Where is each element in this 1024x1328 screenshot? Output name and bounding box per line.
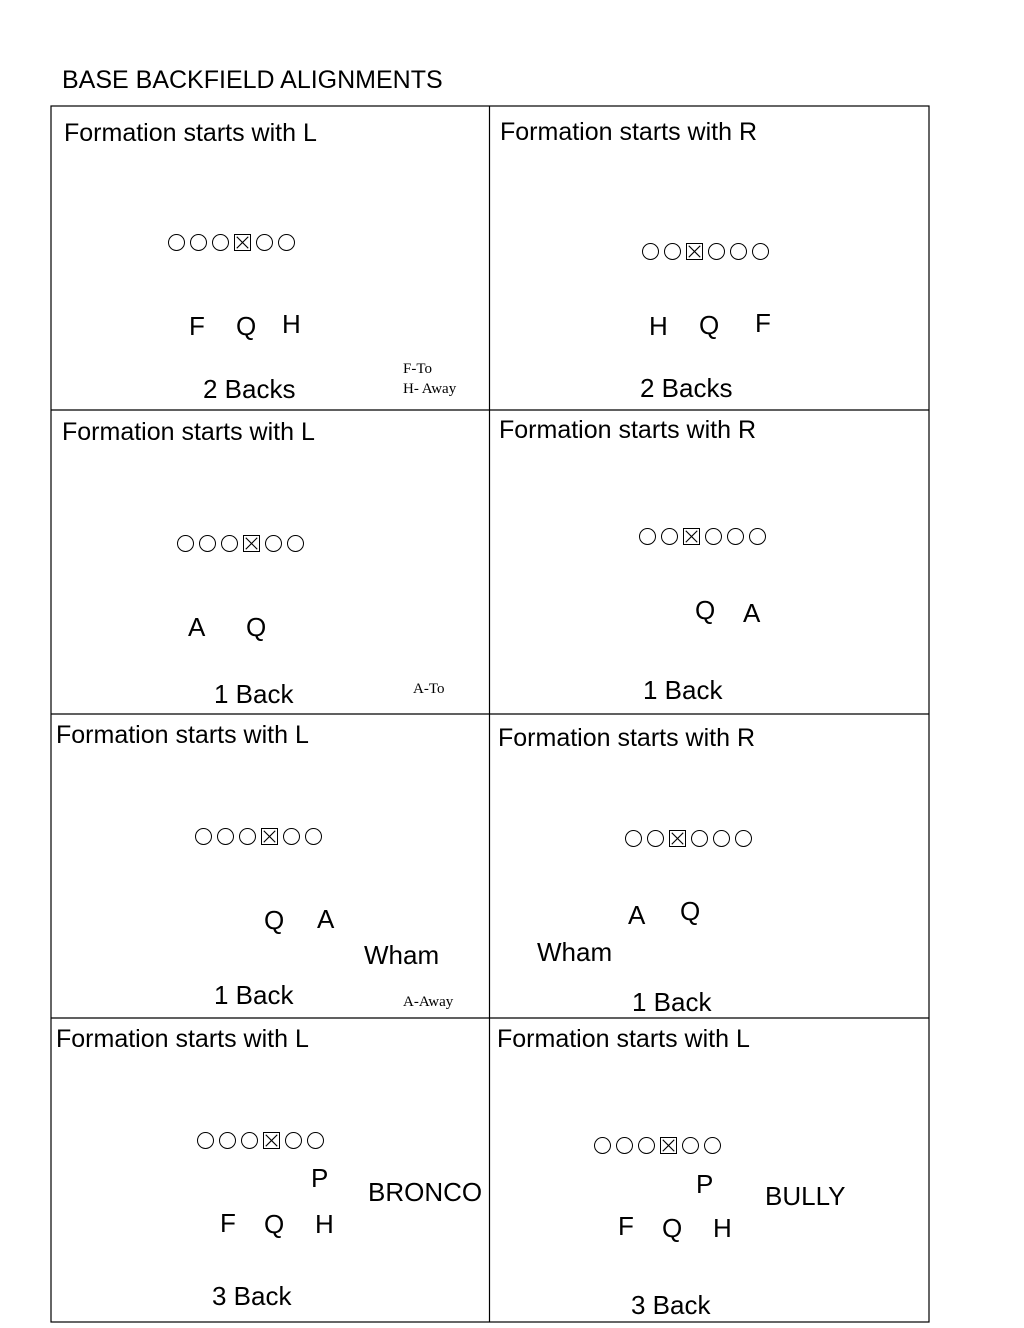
center-icon <box>686 243 703 260</box>
lineman-icon <box>616 1137 633 1154</box>
lineman-icon <box>239 828 256 845</box>
lineman-icon <box>256 234 273 251</box>
lineman-icon <box>708 243 725 260</box>
back-position: A <box>317 904 335 934</box>
lineman-icon <box>212 234 229 251</box>
lineman-icon <box>265 535 282 552</box>
lineman-icon <box>691 830 708 847</box>
back-position: F <box>755 308 771 338</box>
back-position: F <box>189 311 205 341</box>
center-icon <box>243 535 260 552</box>
panel-header: Formation starts with R <box>498 724 756 752</box>
lineman-icon <box>285 1132 302 1149</box>
lineman-icon <box>219 1132 236 1149</box>
center-icon <box>660 1137 677 1154</box>
lineman-icon <box>752 243 769 260</box>
lineman-icon <box>661 528 678 545</box>
lineman-icon <box>197 1132 214 1149</box>
lineman-icon <box>241 1132 258 1149</box>
lineman-icon <box>195 828 212 845</box>
back-count: 3 Back <box>631 1290 711 1320</box>
back-position: F <box>220 1208 236 1238</box>
center-icon <box>683 528 700 545</box>
back-count: 2 Backs <box>203 374 296 404</box>
lineman-icon <box>287 535 304 552</box>
lineman-icon <box>594 1137 611 1154</box>
back-position: Q <box>699 310 720 340</box>
center-icon <box>234 234 251 251</box>
back-position: A <box>188 612 206 642</box>
formation-label: BRONCO <box>368 1177 483 1207</box>
back-position: Q <box>264 905 285 935</box>
back-position: H <box>282 309 301 339</box>
offensive-line <box>625 830 752 847</box>
back-position: Q <box>264 1209 285 1239</box>
lineman-icon <box>639 528 656 545</box>
back-count: 2 Backs <box>640 373 733 403</box>
lineman-icon <box>642 243 659 260</box>
back-count: 3 Back <box>212 1281 292 1311</box>
lineman-icon <box>713 830 730 847</box>
back-position: H <box>649 311 668 341</box>
offensive-line <box>642 243 769 260</box>
offensive-line <box>168 234 295 251</box>
note-line: A-Away <box>403 994 454 1010</box>
lineman-icon <box>625 830 642 847</box>
offensive-line <box>594 1137 721 1154</box>
back-count: 1 Back <box>643 675 723 705</box>
back-position: Q <box>246 612 267 642</box>
back-count: 1 Back <box>214 980 294 1010</box>
lineman-icon <box>283 828 300 845</box>
back-position: P <box>311 1163 329 1193</box>
panel-header: Formation starts with R <box>500 118 758 146</box>
lineman-icon <box>749 528 766 545</box>
lineman-icon <box>168 234 185 251</box>
back-count: 1 Back <box>214 679 294 709</box>
lineman-icon <box>730 243 747 260</box>
lineman-icon <box>727 528 744 545</box>
lineman-icon <box>305 828 322 845</box>
lineman-icon <box>278 234 295 251</box>
back-position: Q <box>662 1213 683 1243</box>
back-position: A <box>628 900 646 930</box>
formation-label: Wham <box>537 937 613 967</box>
offensive-line <box>177 535 304 552</box>
offensive-line <box>197 1132 324 1149</box>
note-line: A-To <box>413 681 445 697</box>
note-line: H- Away <box>403 381 457 397</box>
center-icon <box>669 830 686 847</box>
lineman-icon <box>638 1137 655 1154</box>
back-count: 1 Back <box>632 987 712 1017</box>
lineman-icon <box>307 1132 324 1149</box>
lineman-icon <box>682 1137 699 1154</box>
lineman-icon <box>199 535 216 552</box>
offensive-line <box>639 528 766 545</box>
lineman-icon <box>735 830 752 847</box>
back-position: F <box>618 1211 634 1241</box>
back-position: A <box>743 598 761 628</box>
lineman-icon <box>190 234 207 251</box>
page-title: BASE BACKFIELD ALIGNMENTS <box>62 66 443 94</box>
back-position: Q <box>680 896 701 926</box>
panel-header: Formation starts with L <box>56 721 309 749</box>
panel-header: Formation starts with L <box>56 1025 309 1053</box>
lineman-icon <box>217 828 234 845</box>
center-icon <box>261 828 278 845</box>
panel-header: Formation starts with R <box>499 416 757 444</box>
back-position: Q <box>236 311 257 341</box>
panel-header: Formation starts with L <box>62 418 315 446</box>
back-position: H <box>713 1213 732 1243</box>
lineman-icon <box>177 535 194 552</box>
lineman-icon <box>704 1137 721 1154</box>
panel-header: Formation starts with L <box>497 1025 750 1053</box>
note-line: F-To <box>403 361 432 377</box>
formation-label: BULLY <box>765 1181 846 1211</box>
panel-header: Formation starts with L <box>64 119 317 147</box>
center-icon <box>263 1132 280 1149</box>
back-position: Q <box>695 595 716 625</box>
formation-label: Wham <box>364 940 440 970</box>
offensive-line <box>195 828 322 845</box>
back-position: H <box>315 1209 334 1239</box>
back-position: P <box>696 1169 714 1199</box>
lineman-icon <box>664 243 681 260</box>
lineman-icon <box>705 528 722 545</box>
lineman-icon <box>221 535 238 552</box>
lineman-icon <box>647 830 664 847</box>
